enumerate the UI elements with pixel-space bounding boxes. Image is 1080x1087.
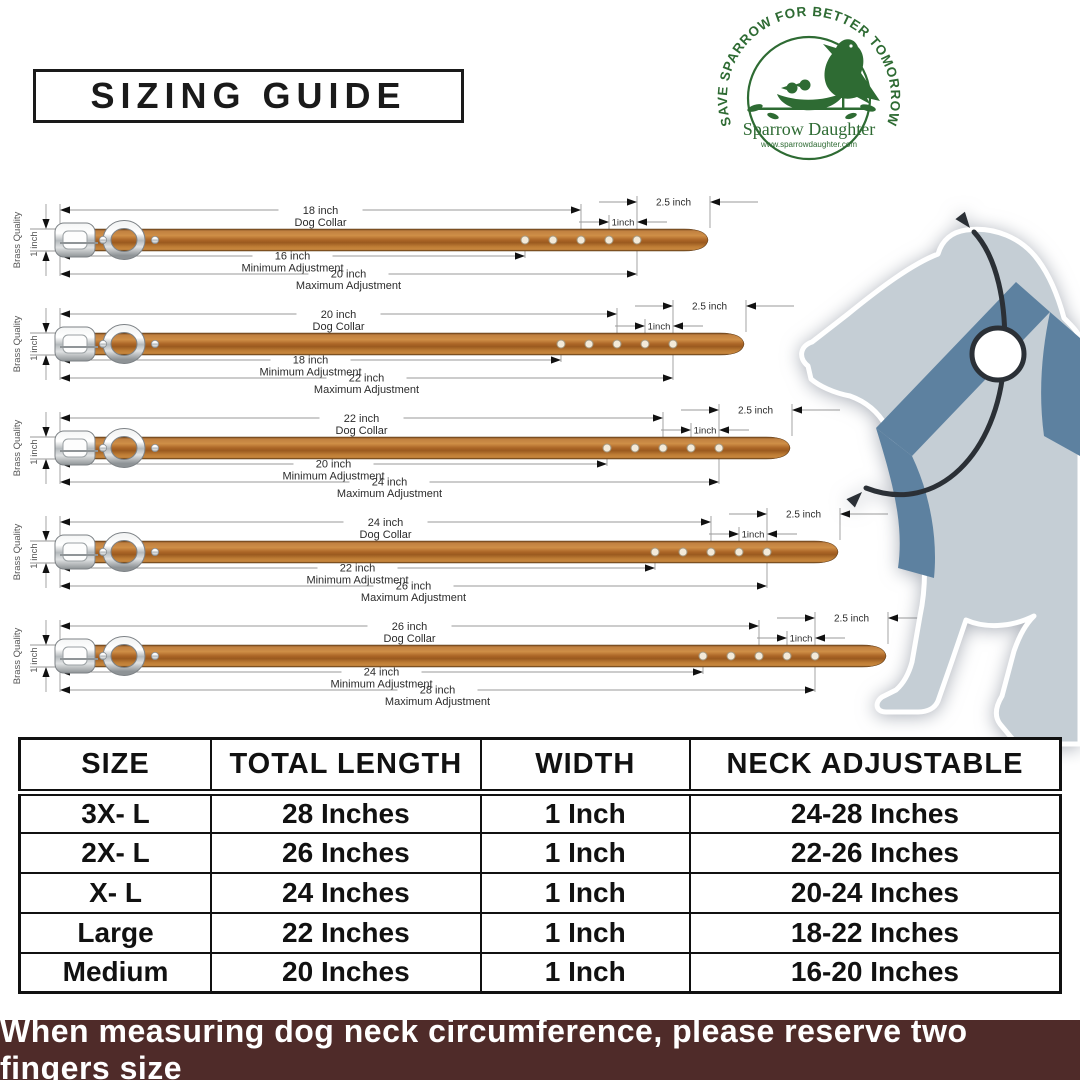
svg-text:2.5 inch: 2.5 inch [737,405,774,417]
cell: 1 Inch [481,873,690,913]
svg-text:Brass Quality: Brass Quality [12,315,23,373]
svg-text:20 inch: 20 inch [315,458,352,471]
svg-text:1inch: 1inch [611,217,635,229]
cell: Large [20,913,212,953]
cell: 1 Inch [481,913,690,953]
column-header: NECK ADJUSTABLE [690,739,1061,793]
svg-text:Dog Collar: Dog Collar [312,321,365,333]
cell: 24-28 Inches [690,793,1061,833]
footer-note-bar [0,1013,1080,1086]
svg-text:Maximum Adjustment: Maximum Adjustment [313,384,420,396]
svg-text:24 inch: 24 inch [363,666,400,679]
svg-text:2.5 inch: 2.5 inch [655,197,692,209]
svg-text:20 inch: 20 inch [330,268,367,281]
svg-text:Brass Quality: Brass Quality [12,419,23,477]
svg-text:26 inch: 26 inch [395,580,432,593]
cell: 3X- L [20,793,212,833]
svg-text:2.5 inch: 2.5 inch [785,509,822,521]
svg-text:22 inch: 22 inch [343,413,380,425]
svg-text:Dog Collar: Dog Collar [383,633,436,645]
svg-text:20 inch: 20 inch [320,309,357,321]
svg-text:24 inch: 24 inch [367,517,404,529]
svg-text:2.5 inch: 2.5 inch [833,613,870,625]
footer-note-text: When measuring dog neck circumference, please reserve two fingers size [0,1013,968,1086]
svg-text:26 inch: 26 inch [391,621,428,633]
svg-text:1inch: 1inch [647,321,671,333]
cell: 20-24 Inches [690,873,1061,913]
svg-text:1 inch: 1 inch [29,231,40,257]
svg-text:22 inch: 22 inch [339,562,376,575]
size-table [18,737,1062,994]
svg-text:1inch: 1inch [693,425,717,437]
cell: 16-20 Inches [690,953,1061,993]
table-row [20,833,1061,873]
svg-text:Brass Quality: Brass Quality [12,627,23,685]
measure-arrowhead-bottom [846,488,866,508]
svg-text:22 inch: 22 inch [348,372,385,385]
logo-website: www.sparrowdaughter.com [760,140,858,149]
svg-text:2.5 inch: 2.5 inch [691,301,728,313]
svg-text:Minimum Adjustment: Minimum Adjustment [282,470,385,483]
svg-text:1inch: 1inch [789,633,813,645]
svg-text:24 inch: 24 inch [371,476,408,489]
cell: Medium [20,953,212,993]
svg-text:1 inch: 1 inch [29,647,40,673]
table-row [20,913,1061,953]
cell: 1 Inch [481,793,690,833]
svg-text:Minimum Adjustment: Minimum Adjustment [241,262,344,275]
cell: 22 Inches [211,913,481,953]
cell: 18-22 Inches [690,913,1061,953]
svg-text:18 inch: 18 inch [292,354,329,367]
cell: 2X- L [20,833,212,873]
page-title-text: SIZING GUIDE [90,75,407,116]
cell: 28 Inches [211,793,481,833]
cell: 1 Inch [481,833,690,873]
svg-text:Dog Collar: Dog Collar [294,217,347,229]
table-row [20,953,1061,993]
cell: 20 Inches [211,953,481,993]
table-row [20,793,1061,833]
cell: 24 Inches [211,873,481,913]
svg-text:Brass Quality: Brass Quality [12,211,23,269]
collar-tag [972,328,1024,380]
svg-text:1 inch: 1 inch [29,543,40,569]
svg-text:Minimum Adjustment: Minimum Adjustment [330,678,433,691]
column-header: TOTAL LENGTH [211,739,481,793]
svg-text:Maximum Adjustment: Maximum Adjustment [336,488,443,500]
cell: 1 Inch [481,953,690,993]
svg-text:Dog Collar: Dog Collar [359,529,412,541]
page-title [33,69,464,123]
brand-logo [693,4,925,172]
column-header: WIDTH [481,739,690,793]
dog-illustration [789,196,1080,748]
svg-text:Minimum Adjustment: Minimum Adjustment [306,574,409,587]
svg-text:28 inch: 28 inch [419,684,456,697]
svg-text:Brass Quality: Brass Quality [12,523,23,581]
cell: 22-26 Inches [690,833,1061,873]
logo-arc-text: SAVE SPARROW FOR BETTER TOMORROW [714,4,904,129]
logo-brand-name: Sparrow Daughter [742,119,876,139]
svg-text:Minimum Adjustment: Minimum Adjustment [259,366,362,379]
svg-text:1 inch: 1 inch [29,335,40,361]
svg-text:Maximum Adjustment: Maximum Adjustment [360,592,467,604]
svg-text:Maximum Adjustment: Maximum Adjustment [384,696,491,708]
svg-text:Dog Collar: Dog Collar [335,425,388,437]
svg-text:Maximum Adjustment: Maximum Adjustment [295,280,402,292]
svg-text:1inch: 1inch [741,529,765,541]
svg-text:18 inch: 18 inch [302,205,339,217]
table-row [20,873,1061,913]
column-header: SIZE [20,739,212,793]
svg-text:1 inch: 1 inch [29,439,40,465]
cell: X- L [20,873,212,913]
cell: 26 Inches [211,833,481,873]
svg-text:16 inch: 16 inch [274,250,311,263]
